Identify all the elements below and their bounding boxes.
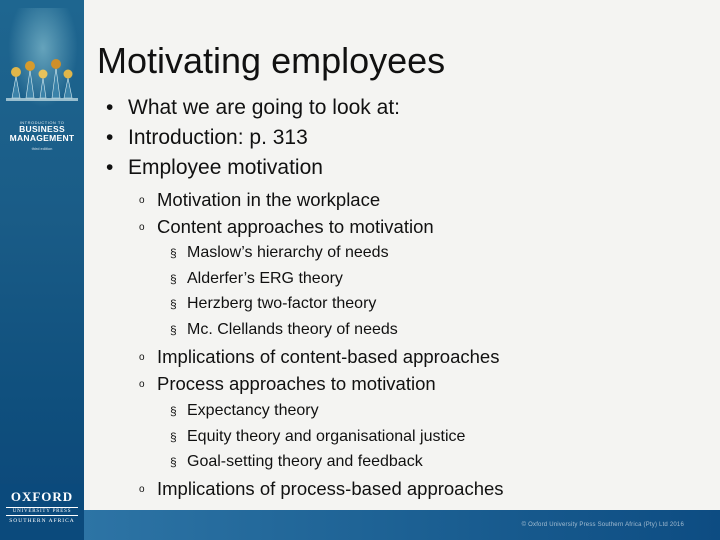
theory-text: Equity theory and organisational justice [187, 428, 466, 445]
circle-bullet-icon: o [139, 195, 145, 206]
book-edition: third edition [31, 146, 53, 151]
bullet-text: Introduction: p. 313 [128, 126, 308, 149]
sub-bullet-item [139, 373, 436, 395]
circle-bullet-icon: o [139, 379, 145, 390]
bullet-dot-icon: • [106, 96, 114, 119]
theory-text: Goal-setting theory and feedback [187, 453, 423, 470]
circle-bullet-icon: o [139, 222, 145, 233]
bullet-item [106, 156, 323, 180]
publisher-name: OXFORD [10, 489, 74, 504]
book-series-text: INTRODUCTION TO [19, 120, 65, 125]
section-bullet-icon: § [170, 246, 177, 260]
section-bullet-icon: § [170, 323, 177, 337]
theory-item [170, 402, 319, 420]
publisher-region: SOUTHERN AFRICA [9, 518, 75, 524]
theory-text: Alderfer’s ERG theory [187, 270, 343, 287]
bullet-item [106, 96, 400, 120]
circle-bullet-icon: o [139, 484, 145, 495]
book-title-line-1: BUSINESS [19, 124, 65, 134]
sub-bullet-text: Implications of process-based approaches [157, 478, 504, 499]
theory-text: Expectancy theory [187, 402, 319, 419]
sub-bullet-item [139, 478, 504, 500]
sub-bullet-item [139, 216, 434, 238]
circle-bullet-icon: o [139, 352, 145, 363]
theory-item [170, 270, 343, 288]
theory-item [170, 321, 398, 339]
section-bullet-icon: § [170, 404, 177, 418]
book-title-line-2: MANAGEMENT [9, 133, 75, 143]
theory-item [170, 244, 389, 262]
copyright-text: © Oxford University Press Southern Africa (Pty) Ltd 2016 [521, 522, 684, 528]
theory-text: Maslow’s hierarchy of needs [187, 244, 389, 261]
bullet-dot-icon: • [106, 156, 114, 179]
section-bullet-icon: § [170, 430, 177, 444]
section-bullet-icon: § [170, 297, 177, 311]
sub-bullet-text: Content approaches to motivation [157, 216, 434, 237]
bullet-item [106, 126, 308, 150]
bullet-text: Employee motivation [128, 156, 323, 179]
theory-text: Mc. Clellands theory of needs [187, 321, 398, 338]
theory-text: Herzberg two-factor theory [187, 295, 377, 312]
sub-bullet-item [139, 346, 499, 368]
theory-item [170, 428, 465, 446]
slide-title: Motivating employees [97, 40, 446, 81]
section-bullet-icon: § [170, 455, 177, 469]
section-bullet-icon: § [170, 272, 177, 286]
sub-bullet-text: Motivation in the workplace [157, 189, 381, 210]
bullet-dot-icon: • [106, 126, 114, 149]
sub-bullet-text: Implications of content-based approaches [157, 346, 500, 367]
sub-bullet-item [139, 189, 380, 211]
bullet-text: What we are going to look at: [128, 96, 400, 119]
theory-item [170, 295, 376, 313]
sub-bullet-text: Process approaches to motivation [157, 373, 436, 394]
publisher-sub: UNIVERSITY PRESS [6, 507, 78, 516]
theory-item [170, 453, 423, 471]
